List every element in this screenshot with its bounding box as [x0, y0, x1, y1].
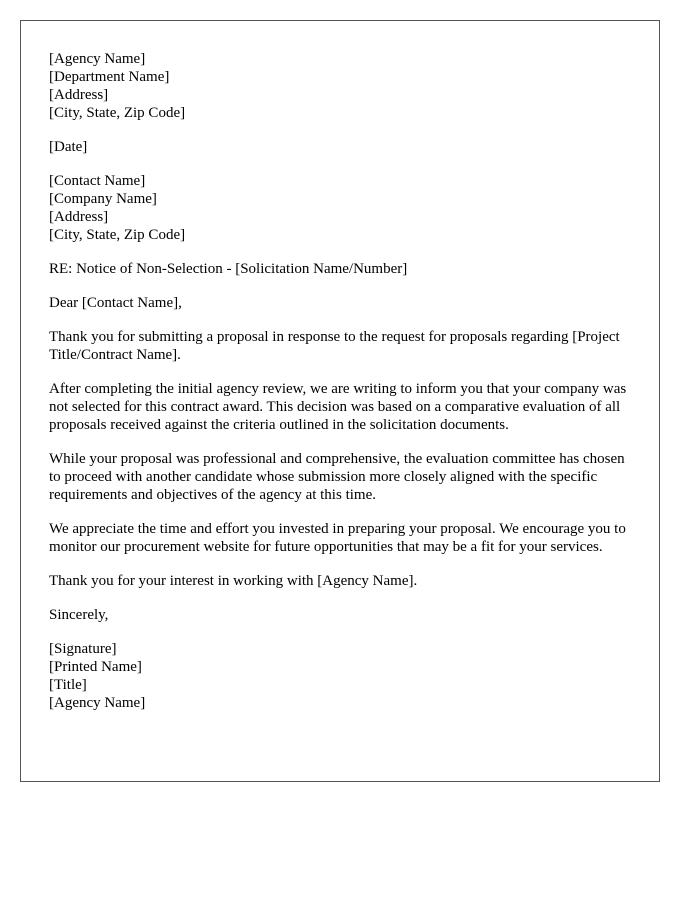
- recipient-address-block: [49, 172, 631, 244]
- signer-title: [Title]: [49, 677, 87, 693]
- sender-city-state-zip: [City, State, Zip Code]: [49, 105, 186, 121]
- signature: [Signature]: [49, 641, 117, 657]
- letter-date: [Date]: [49, 139, 88, 155]
- signer-agency-name: [Agency Name]: [49, 695, 146, 711]
- salutation: Dear [Contact Name],: [49, 295, 182, 311]
- body-paragraph-1: Thank you for submitting a proposal in response to the request for proposals regarding [Project Title/Contract Name].: [49, 329, 620, 363]
- body-paragraph-3: While your proposal was professional and comprehensive, the evaluation committee has chosen to proceed with another candidate whose submission more closely aligned with the specific requirements and objectives of the agency at this time.: [49, 451, 625, 503]
- subject-line: RE: Notice of Non-Selection - [Solicitation Name/Number]: [49, 261, 408, 277]
- sender-agency-name: [Agency Name]: [49, 51, 146, 67]
- body-paragraph-2: After completing the initial agency review, we are writing to inform you that your company was not selected for this contract award. This decision was based on a comparative evaluation of all proposals received against the criteria outlined in the solicitation documents.: [49, 381, 627, 433]
- sender-address-block: [49, 50, 631, 122]
- letter-document: [20, 20, 660, 782]
- body-paragraph-4: We appreciate the time and effort you invested in preparing your proposal. We encourage you to monitor our procurement website for future opportunities that may be a fit for your services.: [49, 521, 626, 555]
- body-paragraph-5: Thank you for your interest in working with [Agency Name].: [49, 573, 418, 589]
- recipient-contact-name: [Contact Name]: [49, 173, 146, 189]
- recipient-city-state-zip: [City, State, Zip Code]: [49, 227, 186, 243]
- signature-block: [49, 640, 631, 712]
- printed-name: [Printed Name]: [49, 659, 142, 675]
- recipient-address: [Address]: [49, 209, 109, 225]
- date-block: [49, 138, 631, 156]
- closing: Sincerely,: [49, 607, 109, 623]
- recipient-company-name: [Company Name]: [49, 191, 157, 207]
- sender-address: [Address]: [49, 87, 109, 103]
- sender-department-name: [Department Name]: [49, 69, 170, 85]
